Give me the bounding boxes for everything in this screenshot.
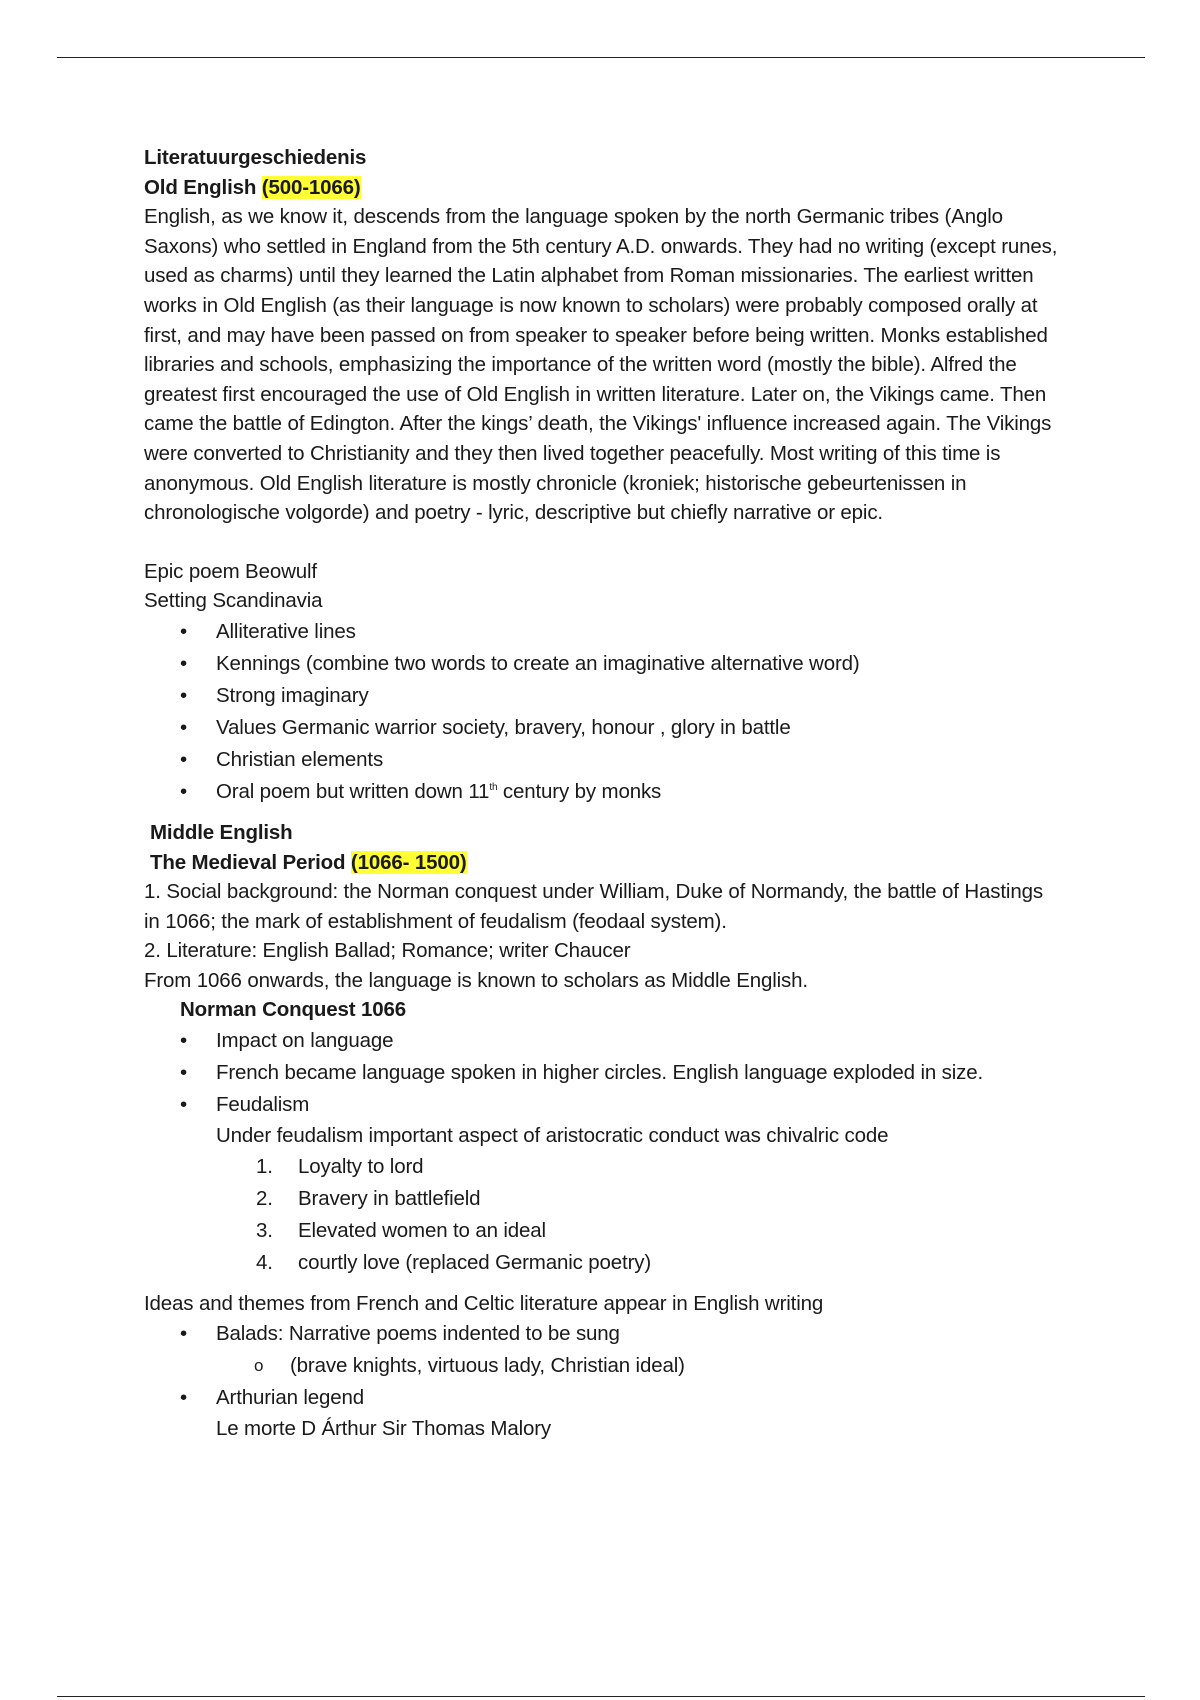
morte-darthur-line: Le morte D Árthur Sir Thomas Malory [216,1417,552,1441]
list-number: 4. [256,1250,273,1274]
list-item [144,1151,1064,1183]
list-item: • Christian elements [144,744,1064,776]
list-item [144,1183,1064,1215]
list-item [144,1215,1064,1247]
list-item: • Impact on language [144,1025,1064,1057]
norman-conquest-heading: Norman Conquest 1066 [180,998,406,1022]
document-title: Literatuurgeschiedenis [144,146,367,169]
list-item: • Kennings (combine two words to create an imaginative alternative word) [144,648,1064,680]
balads-sublist [144,1350,1064,1382]
list-number: 3. [256,1218,273,1242]
list-item: • Strong imaginary [144,680,1064,712]
balads-list [144,1318,1064,1350]
list-item [144,1247,1064,1279]
middle-english-onwards: From 1066 onwards, the language is known to scholars as Middle English. [144,968,808,992]
old-english-paragraph: English, as we know it, descends from the language spoken by the north Germanic tribes (Anglo Saxons) who settled in England from the 5th century A.D. onwards. They had no writing (except runes, used as charms) until they learned the Latin alphabet from Roman missionaries. The earliest written works in Old English (as their language is now known to scholars) were probably composed orally at first, and may have been passed on from speaker to speaker before being written. Monks established libraries and schools, emphasizing the importance of the written word (mostly the bible). Alfred the greatest first encouraged the use of Old English in written literature. Later on, the Vikings came. Then came the battle of Edington. After the kings’ death, the Vikings' influence increased again. The Vikings were converted to Christianity and they then lived together peacefully. Most writing of this time is anonymous. Old English literature is mostly chronicle (kroniek; historische gebeurtenissen in chronologische volgorde) and poetry - lyric, descriptive but chiefly narrative or epic. [144,205,1058,525]
document-body [144,143,1064,1444]
list-item: • Balads: Narrative poems indented to be sung [144,1318,1064,1350]
old-english-period: (500-1066) [261,175,361,199]
list-text: Loyalty to lord [298,1154,424,1178]
list-item: • Arthurian legend [144,1382,1064,1414]
list-item: • Values Germanic warrior society, bravery, honour , glory in battle [144,712,1064,744]
norman-conquest-list [144,1025,1064,1121]
medieval-period-range: (1066- 1500) [350,850,467,874]
medieval-period-text: The Medieval Period [150,850,346,874]
arthurian-list [144,1382,1064,1414]
oral-poem-text-end: century by monks [497,779,662,803]
beowulf-features-list [144,616,1064,808]
literature-point: 2. Literature: English Ballad; Romance; writer Chaucer [144,939,631,963]
list-item: • Feudalism [144,1089,1064,1121]
oral-poem-text: Oral poem but written down 11 [216,779,490,803]
list-text: Elevated women to an ideal [298,1218,546,1242]
list-text: courtly love (replaced Germanic poetry) [298,1250,652,1274]
list-item: o (brave knights, virtuous lady, Christian ideal) [144,1350,1064,1382]
old-english-heading [144,173,1064,203]
old-english-heading-text: Old English [144,175,257,199]
ordinal-suffix: th [489,781,498,793]
chivalric-code-list [144,1151,1064,1279]
feudalism-note: Under feudalism important aspect of aristocratic conduct was chivalric code [216,1124,889,1148]
ideas-themes-line: Ideas and themes from French and Celtic literature appear in English writing [144,1291,824,1315]
social-background-point: 1. Social background: the Norman conquest under William, Duke of Normandy, the battle of Hastings in 1066; the mark of establishment of feudalism (feodaal system). [144,880,1043,933]
list-item: • French became language spoken in higher circles. English language exploded in size. [144,1057,1064,1089]
medieval-period-heading [144,848,1064,878]
beowulf-line: Epic poem Beowulf [144,559,317,583]
setting-line: Setting Scandinavia [144,589,323,613]
list-number: 2. [256,1186,273,1210]
list-item [144,776,1064,808]
list-item: • Alliterative lines [144,616,1064,648]
list-text: Bravery in battlefield [298,1186,481,1210]
top-rule [57,57,1145,58]
list-number: 1. [256,1154,273,1178]
bottom-rule [57,1696,1145,1697]
middle-english-heading: Middle English [150,820,293,844]
